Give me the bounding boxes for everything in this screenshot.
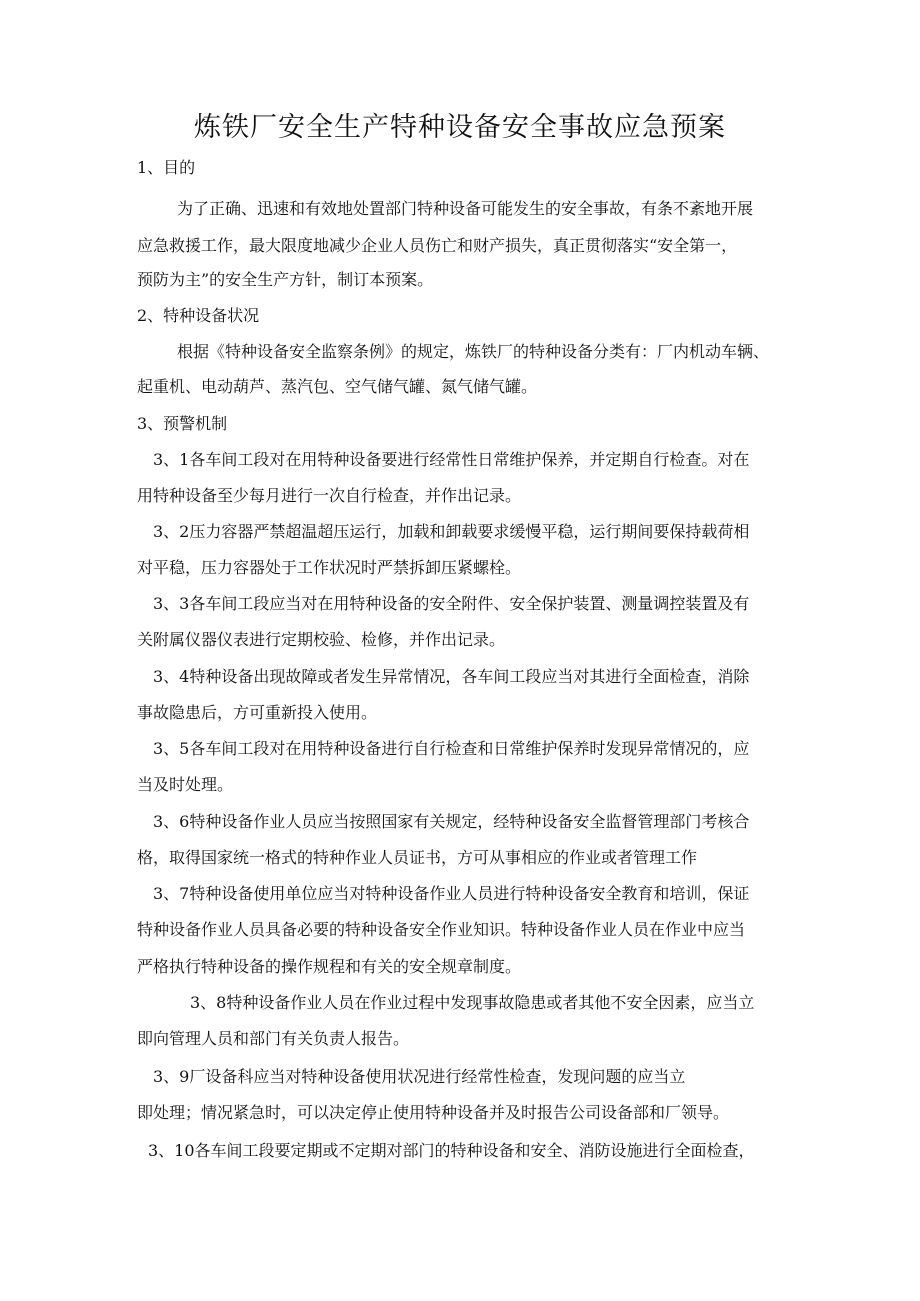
paragraph-line: 3、5各车间工段对在用特种设备进行自行检查和日常维护保养时发现异常情况的，应: [153, 739, 750, 758]
paragraph-line: 3、8特种设备作业人员在作业过程中发现事故隐患或者其他不安全因素，应当立: [190, 993, 755, 1012]
section-heading-purpose: 1、目的: [137, 158, 196, 177]
section-heading-warning-mechanism: 3、预警机制: [137, 414, 228, 433]
paragraph-line: 预防为主”的安全生产方针，制订本预案。: [137, 270, 434, 289]
paragraph-line: 事故隐患后，方可重新投入使用。: [137, 703, 378, 722]
paragraph-line: 3、10各车间工段要定期或不定期对部门的特种设备和安全、消防设施进行全面检查，: [148, 1141, 755, 1160]
paragraph-line: 3、4特种设备出现故障或者发生异常情况，各车间工段应当对其进行全面检查，消除: [153, 667, 750, 686]
paragraph-line: 3、7特种设备使用单位应当对特种设备作业人员进行特种设备安全教育和培训，保证: [153, 884, 750, 903]
paragraph-line: 当及时处理。: [137, 775, 234, 794]
paragraph-line: 3、3各车间工段应当对在用特种设备的安全附件、安全保护装置、测量调控装置及有: [153, 594, 750, 613]
paragraph-line: 用特种设备至少每月进行一次自行检查，并作出记录。: [137, 486, 522, 505]
paragraph-line: 3、9厂设备科应当对特种设备使用状况进行经常性检查，发现问题的应当立: [153, 1067, 686, 1086]
paragraph-line: 严格执行特种设备的操作规程和有关的安全规章制度。: [137, 957, 522, 976]
paragraph-line: 对平稳，压力容器处于工作状况时严禁拆卸压紧螺栓。: [137, 558, 522, 577]
document-title: 炼铁厂安全生产特种设备安全事故应急预案: [194, 112, 726, 143]
paragraph-line: 为了正确、迅速和有效地处置部门特种设备可能发生的安全事故，有条不紊地开展: [177, 199, 754, 218]
paragraph-line: 即处理；情况紧急时，可以决定停止使用特种设备并及时报告公司设备部和厂领导。: [137, 1103, 730, 1122]
paragraph-line: 3、6特种设备作业人员应当按照国家有关规定，经特种设备安全监督管理部门考核合: [153, 812, 750, 831]
paragraph-line: 3、2压力容器严禁超温超压运行，加载和卸载要求缓慢平稳，运行期间要保持载荷相: [153, 522, 750, 541]
paragraph-line: 3、1各车间工段对在用特种设备要进行经常性日常维护保养，并定期自行检查。对在: [153, 450, 750, 469]
paragraph-line: 关附属仪器仪表进行定期校验、检修，并作出记录。: [137, 630, 506, 649]
paragraph-line: 即向管理人员和部门有关负责人报告。: [137, 1029, 410, 1048]
paragraph-line: 起重机、电动葫芦、蒸汽包、空气储气罐、氮气储气罐。: [137, 377, 538, 396]
paragraph-line: 应急救援工作，最大限度地减少企业人员伤亡和财产损失，真正贯彻落实“安全第一，: [137, 236, 738, 255]
section-heading-equipment-status: 2、特种设备状况: [137, 306, 260, 325]
paragraph-line: 根据《特种设备安全监察条例》的规定，炼铁厂的特种设备分类有：厂内机动车辆、: [177, 342, 770, 361]
paragraph-line: 格，取得国家统一格式的特种作业人员证书，方可从事相应的作业或者管理工作: [137, 848, 698, 867]
paragraph-line: 特种设备作业人员具备必要的特种设备安全作业知识。特种设备作业人员在作业中应当: [137, 920, 746, 939]
